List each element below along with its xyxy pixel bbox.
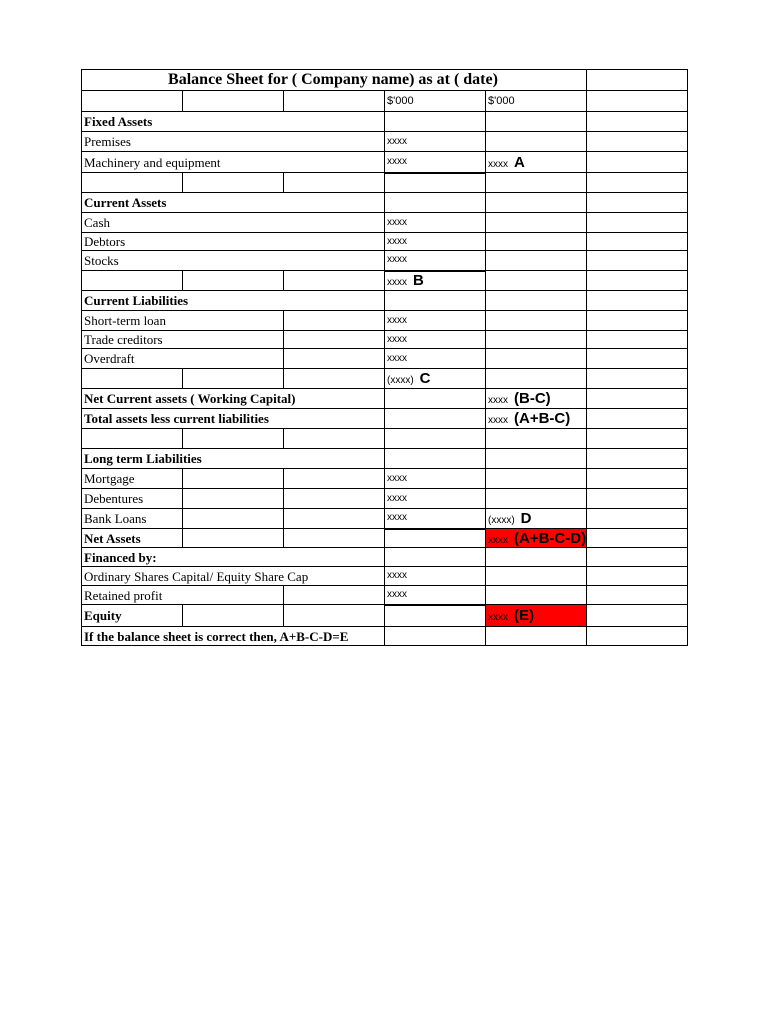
- cell: [385, 429, 486, 449]
- cell: [284, 529, 385, 548]
- amount-value: xxxx: [387, 277, 407, 289]
- cell: [587, 567, 688, 586]
- cell: [385, 409, 486, 429]
- amount-cell: xxxx: [385, 251, 486, 271]
- formula-mark-a: A: [514, 153, 525, 171]
- cell: [587, 509, 688, 529]
- cell: [486, 586, 587, 605]
- row-label: Machinery and equipment: [82, 152, 385, 173]
- table-row: [82, 605, 688, 627]
- table-row: [82, 567, 688, 586]
- cell: [284, 429, 385, 449]
- cell: [486, 233, 587, 251]
- row-label: Net Assets: [82, 529, 183, 548]
- cell: [183, 489, 284, 509]
- cell: [486, 213, 587, 233]
- cell: [587, 132, 688, 152]
- total-cell: [486, 152, 587, 173]
- cell: [82, 271, 183, 291]
- cell: [587, 548, 688, 567]
- cell: [183, 369, 284, 389]
- table-row: [82, 489, 688, 509]
- cell: [284, 331, 385, 349]
- cell: [284, 173, 385, 193]
- cell: [587, 251, 688, 271]
- table-row: [82, 409, 688, 429]
- formula-mark-c: C: [419, 370, 431, 387]
- cell: [284, 369, 385, 389]
- cell: [486, 112, 587, 132]
- cell: [82, 91, 183, 112]
- row-label: Bank Loans: [82, 509, 183, 529]
- row-label: Cash: [82, 213, 385, 233]
- total-cell: [486, 409, 587, 429]
- cell: [385, 173, 486, 193]
- cell: [183, 529, 284, 548]
- cell: [284, 311, 385, 331]
- cell: [183, 509, 284, 529]
- row-label: Overdraft: [82, 349, 284, 369]
- cell: [587, 213, 688, 233]
- table-row: [82, 389, 688, 409]
- formula-mark-e: (E): [514, 607, 534, 624]
- blank-row: [82, 173, 688, 193]
- section-current-liabilities: Current Liabilities: [82, 291, 385, 311]
- amount-cell: xxxx: [385, 311, 486, 331]
- section-row: [82, 449, 688, 469]
- section-current-assets: Current Assets: [82, 193, 385, 213]
- row-label: Mortgage: [82, 469, 183, 489]
- cell: [284, 489, 385, 509]
- cell: [284, 605, 385, 627]
- cell: [284, 586, 385, 605]
- sheet-title: Balance Sheet for ( Company name) as at ( date): [82, 70, 587, 91]
- title-row: [82, 70, 688, 91]
- cell: [587, 112, 688, 132]
- amount-cell: xxxx: [385, 152, 486, 173]
- table-row: [82, 586, 688, 605]
- amount-cell: xxxx: [385, 132, 486, 152]
- cell: [486, 193, 587, 213]
- formula-mark-b-c: (B-C): [514, 390, 551, 407]
- section-row: [82, 548, 688, 567]
- amount-cell: xxxx: [385, 233, 486, 251]
- section-financed-by: Financed by:: [82, 548, 385, 567]
- section-fixed-assets: Fixed Assets: [82, 112, 385, 132]
- cell: [587, 429, 688, 449]
- cell: [587, 605, 688, 627]
- amount-cell: xxxx: [385, 567, 486, 586]
- cell: [587, 70, 688, 91]
- amount-cell: xxxx: [385, 509, 486, 529]
- amount-cell: xxxx: [385, 213, 486, 233]
- amount-value: xxxx: [488, 415, 508, 426]
- cell: [587, 193, 688, 213]
- amount-value: (xxxx): [387, 375, 414, 386]
- cell: [486, 627, 587, 646]
- section-row: [82, 193, 688, 213]
- cell: [486, 271, 587, 291]
- formula-mark-a-b-c-d: (A+B-C-D): [514, 529, 587, 547]
- net-assets-total-cell: [486, 529, 587, 548]
- section-row: [82, 291, 688, 311]
- cell: [385, 291, 486, 311]
- cell: [587, 489, 688, 509]
- table-row: [82, 132, 688, 152]
- cell: [385, 449, 486, 469]
- amount-value: (xxxx): [488, 515, 515, 526]
- cell: [587, 586, 688, 605]
- cell: [486, 331, 587, 349]
- cell: [587, 529, 688, 548]
- table-row: [82, 213, 688, 233]
- cell: [587, 152, 688, 173]
- amount-value: xxxx: [488, 534, 508, 546]
- cell: [587, 469, 688, 489]
- amount-value: xxxx: [488, 612, 508, 623]
- equity-total-cell: [486, 605, 587, 627]
- row-label: Debtors: [82, 233, 385, 251]
- blank-row: [82, 429, 688, 449]
- cell: [486, 489, 587, 509]
- table-row: [82, 529, 688, 548]
- row-label: Net Current assets ( Working Capital): [82, 389, 385, 409]
- cell: [385, 529, 486, 548]
- total-cell: [486, 389, 587, 409]
- cell: [486, 567, 587, 586]
- cell: [486, 132, 587, 152]
- amount-cell: xxxx: [385, 489, 486, 509]
- cell: [587, 389, 688, 409]
- cell: [587, 409, 688, 429]
- cell: [587, 627, 688, 646]
- formula-mark-d: D: [520, 510, 532, 527]
- cell: [183, 173, 284, 193]
- cell: [183, 469, 284, 489]
- formula-mark-a-b-c: (A+B-C): [514, 410, 571, 427]
- cell: [183, 91, 284, 112]
- cell: [587, 449, 688, 469]
- cell: [284, 271, 385, 291]
- row-label: Ordinary Shares Capital/ Equity Share Cap: [82, 567, 385, 586]
- cell: [284, 509, 385, 529]
- cell: [385, 627, 486, 646]
- check-statement: If the balance sheet is correct then, A+B-C-D=E: [82, 627, 385, 646]
- cell: [486, 449, 587, 469]
- balance-sheet-table: [81, 69, 688, 646]
- cell: [486, 349, 587, 369]
- cell: [587, 331, 688, 349]
- amount-value: xxxx: [488, 395, 508, 406]
- cell: [486, 311, 587, 331]
- cell: [486, 251, 587, 271]
- table-row: [82, 152, 688, 173]
- cell: [284, 91, 385, 112]
- amount-cell: xxxx: [385, 349, 486, 369]
- table-row: [82, 349, 688, 369]
- cell: [284, 469, 385, 489]
- cell: [385, 389, 486, 409]
- column-header-4: $'000: [385, 91, 486, 112]
- cell: [587, 311, 688, 331]
- cell: [385, 193, 486, 213]
- cell: [587, 291, 688, 311]
- table-row: [82, 627, 688, 646]
- cell: [183, 429, 284, 449]
- table-row: [82, 251, 688, 271]
- cell: [587, 271, 688, 291]
- balance-sheet: [81, 69, 687, 646]
- cell: [284, 349, 385, 369]
- amount-value: xxxx: [488, 158, 508, 170]
- cell: [486, 548, 587, 567]
- cell: [486, 291, 587, 311]
- section-row: [82, 112, 688, 132]
- table-row: [82, 331, 688, 349]
- table-row: [82, 233, 688, 251]
- table-row: [82, 271, 688, 291]
- cell: [385, 112, 486, 132]
- subtotal-cell: [385, 369, 486, 389]
- cell: [183, 271, 284, 291]
- table-row: [82, 311, 688, 331]
- cell: [486, 469, 587, 489]
- amount-cell: xxxx: [385, 469, 486, 489]
- table-row: [82, 369, 688, 389]
- cell: [587, 91, 688, 112]
- cell: [486, 369, 587, 389]
- row-label: Equity: [82, 605, 183, 627]
- amount-cell: xxxx: [385, 586, 486, 605]
- cell: [82, 429, 183, 449]
- row-label: Debentures: [82, 489, 183, 509]
- total-cell: [486, 509, 587, 529]
- cell: [587, 173, 688, 193]
- cell: [486, 173, 587, 193]
- cell: [82, 369, 183, 389]
- table-row: [82, 509, 688, 529]
- cell: [385, 548, 486, 567]
- row-label: Premises: [82, 132, 385, 152]
- formula-mark-b: B: [413, 272, 424, 290]
- amount-cell: xxxx: [385, 331, 486, 349]
- cell: [183, 605, 284, 627]
- column-header-5: $'000: [486, 91, 587, 112]
- row-label: Retained profit: [82, 586, 284, 605]
- subtotal-cell: [385, 271, 486, 291]
- row-label: Stocks: [82, 251, 385, 271]
- row-label: Total assets less current liabilities: [82, 409, 385, 429]
- row-label: Trade creditors: [82, 331, 284, 349]
- row-label: Short-term loan: [82, 311, 284, 331]
- header-row: [82, 91, 688, 112]
- section-long-term-liabilities: Long term Liabilities: [82, 449, 385, 469]
- cell: [587, 233, 688, 251]
- cell: [385, 605, 486, 627]
- cell: [587, 369, 688, 389]
- cell: [486, 429, 587, 449]
- cell: [587, 349, 688, 369]
- table-row: [82, 469, 688, 489]
- cell: [82, 173, 183, 193]
